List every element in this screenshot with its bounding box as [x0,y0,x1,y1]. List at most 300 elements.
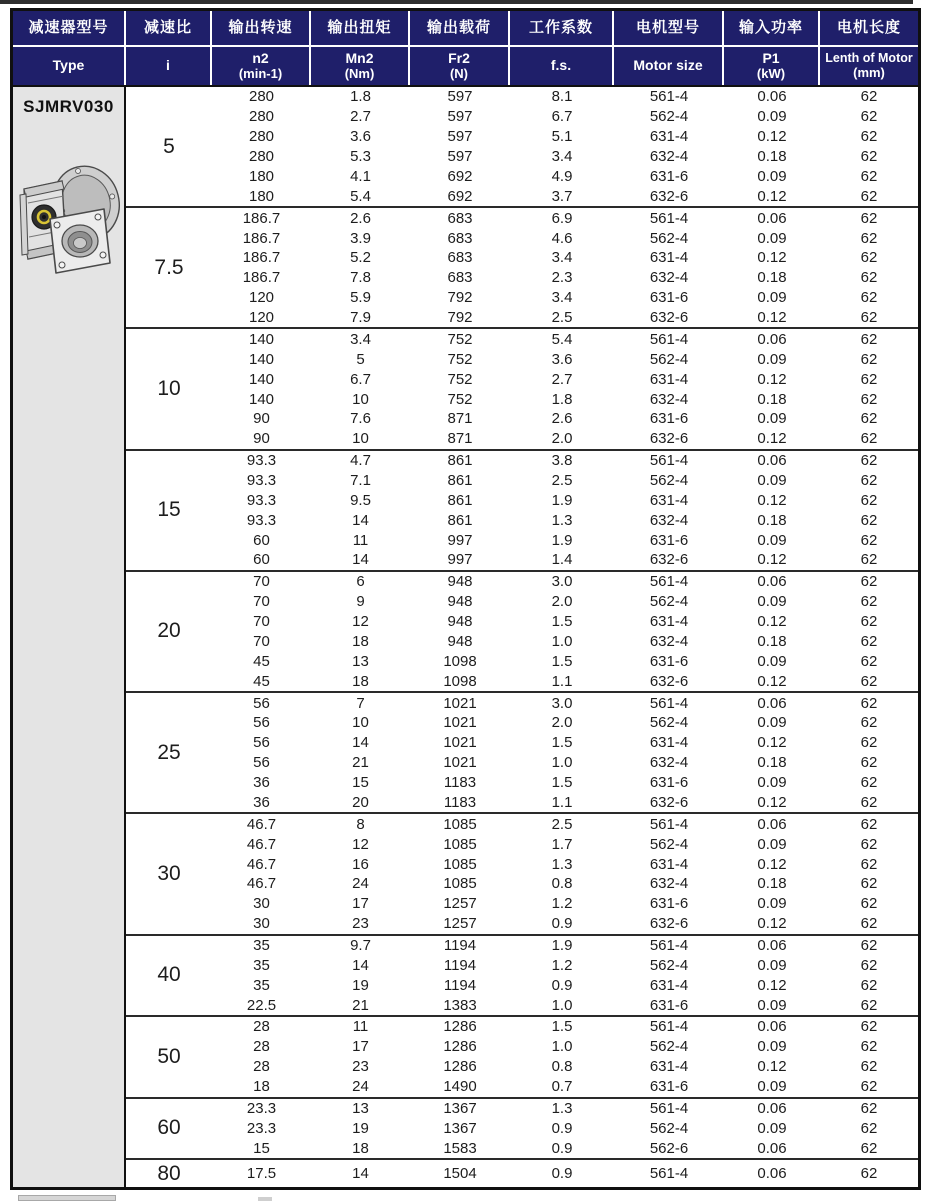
cell-col-3: 1.3 [551,855,573,873]
ratio-group-15 [126,449,918,570]
cell-col-0: 90 [253,430,270,448]
cell-col-6: 62 [860,793,878,811]
table-row [212,550,918,570]
cell-col-5: 0.09 [757,652,787,670]
cell-col-1: 4.1 [350,167,371,185]
cell-col-2: 1183 [443,774,477,792]
cell-col-2: 1194 [443,956,477,974]
table-row [212,248,918,268]
cell-col-3: 1.5 [551,613,573,631]
table-row [212,530,918,550]
cell-col-1: 12 [352,835,369,853]
cell-col-2: 1194 [443,976,477,994]
cell-col-6: 62 [860,1099,878,1117]
cell-col-0: 120 [248,289,275,307]
header-en-col-3 [311,47,410,85]
cell-col-5: 0.09 [757,774,787,792]
cell-col-2: 1194 [443,936,477,954]
cell-col-1: 17 [352,1038,369,1056]
cell-col-0: 23.3 [246,1119,277,1137]
page-top-edge-strip [0,0,913,4]
cell-col-6: 62 [860,128,878,146]
cell-col-6: 62 [860,714,878,732]
cell-col-1: 14 [352,956,369,974]
header-en-main-8: Lenth of Motor [825,50,913,65]
cell-col-1: 19 [352,976,369,994]
cell-col-6: 62 [860,694,878,712]
cell-col-1: 11 [352,531,369,549]
cell-col-4: 562-4 [649,108,689,126]
cell-col-2: 948 [447,593,473,611]
cell-col-2: 1286 [443,1038,477,1056]
cell-col-2: 683 [447,269,473,287]
ratio-label: 7.5 [154,255,184,279]
cell-col-3: 2.3 [551,269,573,287]
cell-col-5: 0.09 [757,167,787,185]
cell-col-4: 631-6 [649,167,689,185]
cell-col-5: 0.18 [757,875,787,893]
cell-col-6: 62 [860,593,878,611]
cell-col-1: 21 [352,754,369,772]
cell-col-0: 45 [253,672,270,690]
cell-col-4: 562-4 [649,956,689,974]
header-en-col-1 [126,47,212,85]
cell-col-6: 62 [860,1165,878,1183]
table-row [212,369,918,389]
cell-col-6: 62 [860,452,878,470]
cell-col-3: 0.9 [551,1139,573,1157]
cell-col-5: 0.12 [757,793,787,811]
cell-col-3: 2.0 [551,430,573,448]
cell-col-5: 0.18 [757,754,787,772]
cell-col-6: 62 [860,471,878,489]
cell-col-5: 0.12 [757,128,787,146]
cell-col-2: 792 [447,309,473,327]
cell-col-5: 0.12 [757,491,787,509]
cell-col-3: 5.1 [551,128,573,146]
table-row [212,592,918,612]
cell-col-5: 0.12 [757,672,787,690]
cell-col-4: 562-4 [649,835,689,853]
cell-col-5: 0.12 [757,551,787,569]
group-rows [212,451,918,570]
cell-col-3: 6.7 [551,108,573,126]
cell-col-5: 0.09 [757,531,787,549]
cell-col-0: 18 [253,1078,270,1096]
cell-col-2: 948 [447,573,473,591]
cell-col-0: 186.7 [242,249,281,267]
cell-col-0: 180 [248,187,275,205]
cell-col-6: 62 [860,672,878,690]
cell-col-0: 46.7 [246,855,277,873]
cell-col-3: 3.4 [551,249,573,267]
cell-col-6: 62 [860,309,878,327]
cell-col-2: 861 [447,491,473,509]
header-cn-col-5: 工作系数 [510,11,614,45]
cell-col-1: 7.9 [350,309,371,327]
cell-col-6: 62 [860,531,878,549]
ratio-group-10 [126,327,918,448]
cell-col-6: 62 [860,1139,878,1157]
cell-col-6: 62 [860,209,878,227]
type-column [13,87,126,1187]
cell-col-4: 562-4 [649,593,689,611]
cell-col-5: 0.06 [757,452,787,470]
cell-col-6: 62 [860,167,878,185]
header-row-cn [13,11,918,47]
cell-col-1: 18 [352,672,369,690]
ratio-label: 20 [157,619,181,643]
cell-col-3: 1.1 [551,672,573,690]
cell-col-2: 752 [447,350,473,368]
ratio-group-20 [126,570,918,691]
cell-col-3: 2.5 [551,815,573,833]
cell-col-2: 861 [447,511,473,529]
cell-col-1: 7.6 [350,410,371,428]
cell-col-6: 62 [860,613,878,631]
cell-col-4: 632-4 [649,754,689,772]
header-cn-col-7: 输入功率 [724,11,820,45]
cell-col-0: 180 [248,167,275,185]
cell-col-6: 62 [860,108,878,126]
cell-col-1: 4.7 [350,452,371,470]
table-row [212,1138,918,1158]
cell-col-5: 0.12 [757,855,787,873]
cell-col-4: 631-4 [649,249,689,267]
table-row [212,288,918,308]
cell-col-3: 3.6 [551,350,573,368]
cell-col-3: 0.9 [551,1119,573,1137]
specification-table [10,8,921,1190]
cell-col-6: 62 [860,956,878,974]
cell-col-2: 1021 [443,754,477,772]
cell-col-6: 62 [860,187,878,205]
cell-col-4: 561-4 [649,330,689,348]
ratio-label: 80 [157,1161,181,1185]
cell-col-5: 0.12 [757,187,787,205]
cell-col-5: 0.18 [757,632,787,650]
header-en-col-5 [510,47,614,85]
cell-col-6: 62 [860,289,878,307]
group-rows [212,329,918,448]
cell-col-1: 23 [352,1058,369,1076]
cell-col-3: 6.9 [551,209,573,227]
cell-col-2: 1085 [443,815,477,833]
cell-col-1: 5.3 [350,148,371,166]
header-cn-col-1: 减速比 [126,11,212,45]
cell-col-2: 948 [447,632,473,650]
cell-col-3: 0.9 [551,976,573,994]
cell-col-1: 2.6 [350,209,371,227]
cell-col-1: 5.2 [350,249,371,267]
ratio-group-80 [126,1158,918,1187]
cell-col-5: 0.12 [757,976,787,994]
header-en-col-8 [820,47,918,85]
cell-col-2: 861 [447,452,473,470]
cell-col-4: 632-6 [649,309,689,327]
cell-col-0: 35 [253,976,270,994]
cell-col-4: 631-4 [649,128,689,146]
cell-col-1: 24 [352,1078,369,1096]
table-row [212,228,918,248]
table-row [212,389,918,409]
cell-col-2: 997 [447,531,473,549]
ratio-label: 60 [157,1116,181,1140]
cell-col-0: 45 [253,652,270,670]
cell-col-2: 1021 [443,734,477,752]
cell-col-1: 17 [352,895,369,913]
cell-col-5: 0.12 [757,430,787,448]
table-row [212,975,918,995]
cell-col-4: 562-4 [649,1038,689,1056]
cell-col-2: 861 [447,471,473,489]
cell-col-6: 62 [860,1119,878,1137]
table-row [212,834,918,854]
ratio-group-5 [126,87,918,206]
cell-col-3: 1.7 [551,835,573,853]
cell-col-0: 56 [253,754,270,772]
cell-col-2: 1383 [443,996,477,1014]
model-label: SJMRV030 [23,97,114,116]
cell-col-4: 631-6 [649,289,689,307]
cell-col-6: 62 [860,148,878,166]
cell-col-5: 0.06 [757,330,787,348]
cell-col-3: 0.8 [551,875,573,893]
header-en-col-0 [13,47,126,85]
cell-col-4: 631-4 [649,370,689,388]
cell-col-3: 1.5 [551,734,573,752]
cell-col-1: 10 [352,714,369,732]
cell-col-0: 93.3 [246,491,277,509]
table-row [212,792,918,812]
ratio-label: 50 [157,1044,181,1068]
cell-col-4: 631-4 [649,613,689,631]
ratio-label: 40 [157,963,181,987]
cell-col-6: 62 [860,410,878,428]
cell-col-4: 631-4 [649,1058,689,1076]
cell-col-4: 632-6 [649,672,689,690]
cell-col-3: 3.4 [551,148,573,166]
cell-col-0: 35 [253,936,270,954]
cell-col-6: 62 [860,936,878,954]
cell-col-5: 0.09 [757,1119,787,1137]
cell-col-3: 5.4 [551,330,573,348]
cell-col-3: 4.9 [551,167,573,185]
cell-col-4: 632-4 [649,511,689,529]
cell-col-6: 62 [860,88,878,106]
cell-col-0: 140 [248,370,275,388]
cell-col-4: 631-4 [649,855,689,873]
header-cn-col-2: 输出转速 [212,11,311,45]
cell-col-6: 62 [860,573,878,591]
cell-col-3: 1.9 [551,491,573,509]
cell-col-5: 0.18 [757,511,787,529]
cell-col-5: 0.06 [757,815,787,833]
cell-col-0: 280 [248,148,275,166]
cell-col-1: 7 [356,694,365,712]
cell-col-4: 631-6 [649,774,689,792]
cell-col-6: 62 [860,835,878,853]
cell-col-4: 561-4 [649,936,689,954]
cell-col-0: 46.7 [246,835,277,853]
cell-col-6: 62 [860,632,878,650]
cell-col-0: 70 [253,593,270,611]
cell-col-0: 186.7 [242,269,281,287]
header-en-col-2 [212,47,311,85]
cell-col-3: 0.7 [551,1078,573,1096]
cell-col-6: 62 [860,734,878,752]
cell-col-0: 70 [253,573,270,591]
cell-col-6: 62 [860,815,878,833]
cell-col-3: 0.8 [551,1058,573,1076]
cell-col-4: 632-4 [649,148,689,166]
cell-col-3: 1.5 [551,1018,573,1036]
cell-col-2: 597 [447,148,473,166]
header-en-main-4: Fr2 [448,50,470,67]
header-en-sub-2: (min-1) [238,65,283,81]
cell-col-4: 561-4 [649,88,689,106]
table-row [212,773,918,793]
table-row [212,429,918,449]
cell-col-6: 62 [860,370,878,388]
cell-col-3: 1.4 [551,551,573,569]
header-en-main-3: Mn2 [345,50,374,67]
cell-col-0: 140 [248,330,275,348]
table-row [212,329,918,349]
cell-col-3: 3.7 [551,187,573,205]
cell-col-0: 15 [253,1139,270,1157]
cell-col-3: 3.4 [551,289,573,307]
table-row [212,753,918,773]
cell-col-0: 280 [248,108,275,126]
cell-col-4: 561-4 [649,694,689,712]
cell-col-1: 13 [352,1099,369,1117]
worm-gear-reducer-image [14,135,124,325]
cell-col-3: 1.5 [551,652,573,670]
cell-col-0: 56 [253,734,270,752]
group-rows [212,87,918,206]
cell-col-0: 280 [248,88,275,106]
cell-col-5: 0.09 [757,1078,787,1096]
cell-col-3: 1.0 [551,754,573,772]
cell-col-4: 562-6 [649,1139,689,1157]
cell-col-5: 0.09 [757,289,787,307]
table-row [212,107,918,127]
cell-col-3: 2.0 [551,593,573,611]
ratio-group-50 [126,1015,918,1096]
table-row [212,167,918,187]
table-row [212,914,918,934]
header-en-sub-8: (mm) [853,64,885,80]
cell-col-5: 0.06 [757,573,787,591]
cell-col-4: 631-6 [649,996,689,1014]
cell-col-6: 62 [860,229,878,247]
cell-col-2: 752 [447,330,473,348]
header-en-col-4 [410,47,510,85]
cell-col-5: 0.09 [757,350,787,368]
table-row [212,995,918,1015]
cell-col-4: 632-4 [649,875,689,893]
cell-col-0: 70 [253,613,270,631]
table-row [212,936,918,956]
cell-col-6: 62 [860,390,878,408]
cell-col-0: 140 [248,350,275,368]
cell-col-3: 2.0 [551,714,573,732]
cell-col-6: 62 [860,996,878,1014]
cell-col-1: 5.9 [350,289,371,307]
cell-col-2: 683 [447,209,473,227]
cell-col-4: 561-4 [649,1018,689,1036]
group-rows [212,1099,918,1159]
ratio-label: 10 [157,377,181,401]
cell-col-1: 19 [352,1119,369,1137]
cell-col-4: 631-4 [649,734,689,752]
table-row [212,612,918,632]
cell-col-6: 62 [860,491,878,509]
cell-col-0: 56 [253,694,270,712]
cell-col-3: 1.1 [551,793,573,811]
cell-col-4: 561-4 [649,452,689,470]
cell-col-2: 1085 [443,855,477,873]
ratio-group-40 [126,934,918,1015]
cell-col-5: 0.06 [757,209,787,227]
cell-col-0: 46.7 [246,875,277,893]
table-row [212,409,918,429]
cell-col-5: 0.06 [757,694,787,712]
cell-col-5: 0.12 [757,1058,787,1076]
cell-col-4: 632-4 [649,269,689,287]
cell-col-1: 20 [352,793,369,811]
header-en-main-0: Type [52,57,85,74]
header-en-sub-3: (Nm) [344,65,375,81]
cell-col-4: 631-6 [649,531,689,549]
cell-col-4: 631-6 [649,895,689,913]
cell-col-0: 30 [253,895,270,913]
cell-col-2: 1286 [443,1058,477,1076]
cell-col-4: 561-4 [649,1165,689,1183]
cell-col-0: 90 [253,410,270,428]
cell-col-4: 562-4 [649,1119,689,1137]
cell-col-2: 752 [447,390,473,408]
table-row [212,632,918,652]
header-cn-col-0: 减速器型号 [13,11,126,45]
cell-col-1: 21 [352,996,369,1014]
table-row [212,894,918,914]
group-rows [212,814,918,933]
table-row [212,1037,918,1057]
cell-col-0: 93.3 [246,471,277,489]
table-row [212,127,918,147]
cell-col-5: 0.09 [757,593,787,611]
cell-col-6: 62 [860,350,878,368]
table-row [212,510,918,530]
cell-col-4: 631-6 [649,1078,689,1096]
cell-col-5: 0.12 [757,613,787,631]
cell-col-2: 1021 [443,714,477,732]
header-en-sub-4: (N) [449,65,469,81]
table-body [13,85,918,1187]
header-en-main-7: P1 [762,50,780,67]
cell-col-5: 0.09 [757,1038,787,1056]
cell-col-4: 632-6 [649,551,689,569]
cell-col-2: 692 [447,167,473,185]
cell-col-6: 62 [860,430,878,448]
cell-col-1: 12 [352,613,369,631]
cell-col-3: 8.1 [551,88,573,106]
header-cn-col-4: 输出载荷 [410,11,510,45]
cell-col-6: 62 [860,1038,878,1056]
cell-col-0: 28 [253,1038,270,1056]
